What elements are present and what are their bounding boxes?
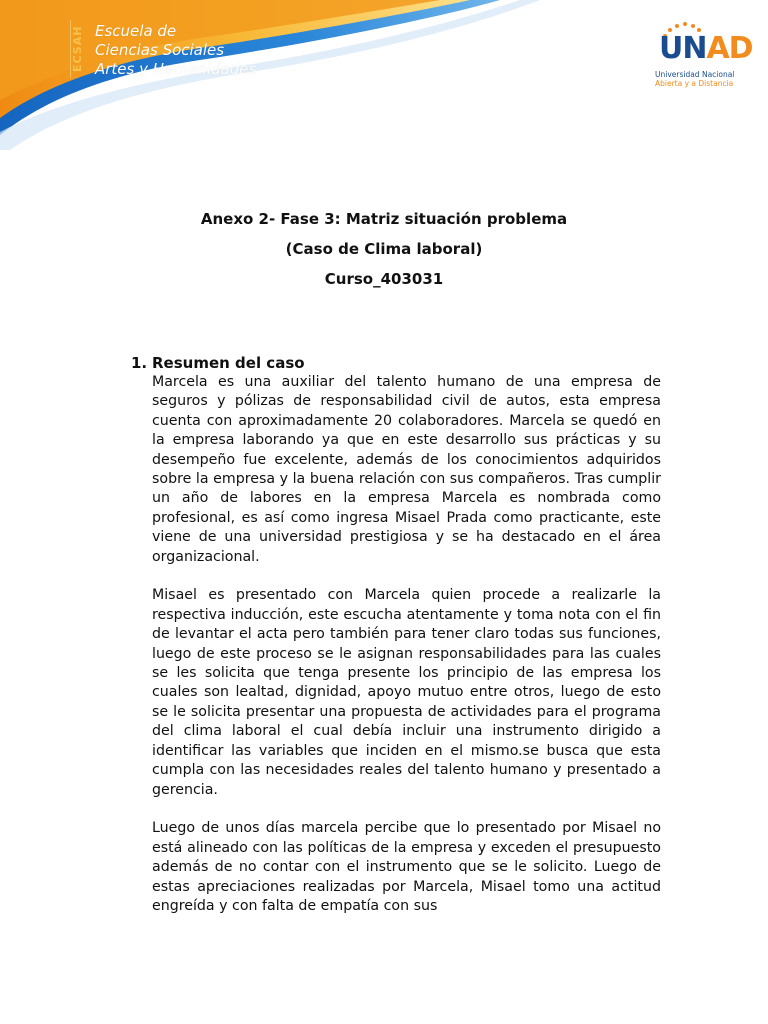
header-banner	[0, 0, 768, 150]
school-name-line-3: Artes y Humanidades	[95, 60, 257, 78]
section-number: 1.	[131, 354, 148, 372]
section-heading-text: Resumen del caso	[152, 354, 305, 372]
section-case-summary	[131, 353, 661, 936]
unad-wordmark: UNAD	[659, 31, 753, 66]
school-name-line-1: Escuela de	[95, 22, 177, 40]
school-acronym: ECSAH	[70, 20, 89, 78]
paragraph-1: Marcela es una auxiliar del talento humano de una empresa de seguros y pólizas de responsabilidad civil de autos, esta empresa cuenta con aproximadamente 20 colaboradores. Marcela se quedó en la empresa laborando ya que en este desarrollo sus prácticas y su desempeño fue excelente, además de los conocimientos adquiridos sobre la empresa y la buena relación con sus compañeros. Tras cumplir un año de labores en la empresa Marcela es nombrada como profesional, es así como ingresa Misael Prada como practicante, este viene de una universidad prestigiosa y se ha destacado en el área organizacional.	[152, 374, 661, 565]
unad-subtitle-1: Universidad Nacional	[655, 70, 735, 79]
paragraph-2: Misael es presentado con Marcela quien procede a realizarle la respectiva inducción, este escucha atentamente y toma nota con el fin de levantar el acta pero también para tener claro todas sus funciones, luego de este proceso se le asignan responsabilidades para las cuales se les solicita que tenga presente los principio de las empresa los cuales son lealtad, dignidad, apoyo mutuo entre otros, luego de esto se le solicita presentar una propuesta de actividades para el programa del clima laboral el cual debía incluir una instrumento dirigido a identificar las variables que inciden en el mismo.se busca que esta cumpla con las necesidades reales del talento humano y presentado a gerencia.	[152, 587, 661, 798]
section-body	[152, 373, 661, 916]
document-titles	[0, 204, 768, 294]
school-logo	[70, 20, 270, 90]
unad-logo	[655, 20, 753, 92]
course-code: Curso_403031	[324, 270, 444, 288]
school-name	[95, 22, 256, 79]
section-heading	[131, 353, 661, 373]
paragraph-3: Luego de unos días marcela percibe que lo presentado por Misael no está alineado con las políticas de la empresa y exceden el presupuesto además de no contar con el instrumento que se le solicito. Luego de estas apreciaciones realizadas por Marcela, Misael tomo una actitud engreída y con falta de empatía con sus	[152, 820, 661, 914]
document-subtitle: (Caso de Clima laboral)	[285, 240, 483, 258]
school-name-line-2: Ciencias Sociales	[95, 41, 225, 59]
document-title: Anexo 2- Fase 3: Matriz situación problema	[200, 210, 568, 228]
unad-subtitle-2: Abierta y a Distancia	[655, 79, 734, 88]
